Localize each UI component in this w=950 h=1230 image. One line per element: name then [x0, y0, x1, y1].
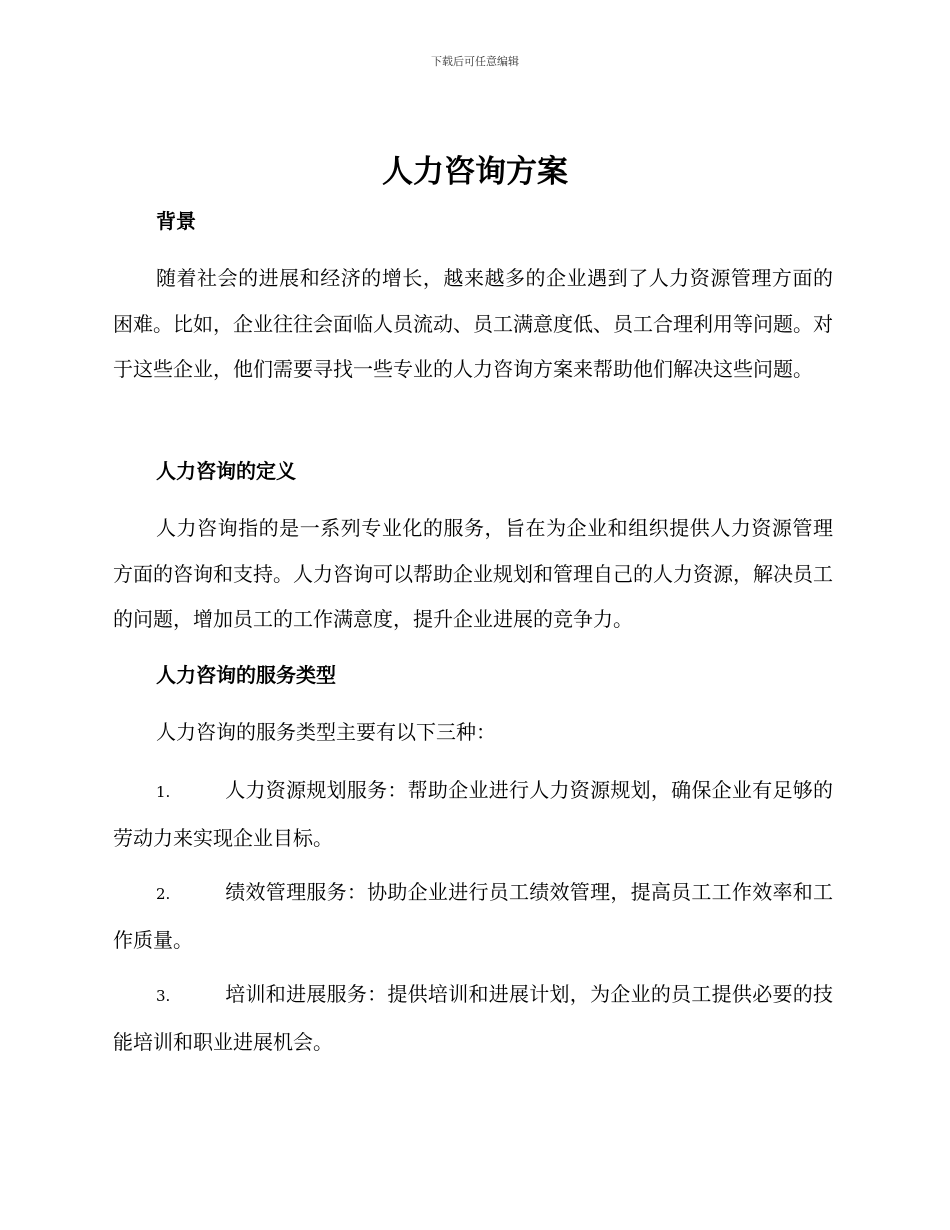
page-header-note: 下载后可任意编辑 [431, 55, 519, 68]
list-item [113, 768, 833, 861]
list-item-text: 培训和进展服务：提供培训和进展计划，为企业的员工提供必要的技能培训和职业进展机会。 [113, 982, 833, 1054]
list-item-number: 3. [156, 987, 171, 1005]
document-title: 人力咨询方案 [382, 154, 568, 190]
background-paragraph: 随着社会的进展和经济的增长，越来越多的企业遇到了人力资源管理方面的困难。比如，企业往往会面临人员流动、员工满意度低、员工合理利用等问题。对于这些企业，他们需要寻找一些专业的人力咨询方案来帮助他们解决这些问题。 [113, 266, 833, 381]
definition-paragraph: 人力咨询指的是一系列专业化的服务，旨在为企业和组织提供人力资源管理方面的咨询和支持。人力咨询可以帮助企业规划和管理自己的人力资源，解决员工的问题，增加员工的工作满意度，提升企业进展的竞争力。 [113, 516, 833, 631]
list-item [113, 972, 833, 1065]
list-item-text: 人力资源规划服务：帮助企业进行人力资源规划，确保企业有足够的劳动力来实现企业目标。 [113, 778, 833, 850]
service-types-intro: 人力咨询的服务类型主要有以下三种： [156, 720, 496, 744]
list-item-number: 2. [156, 885, 171, 903]
section-heading-service-types: 人力咨询的服务类型 [156, 663, 336, 687]
list-item [113, 870, 833, 963]
list-item-number: 1. [156, 783, 171, 801]
section-heading-definition: 人力咨询的定义 [156, 459, 296, 483]
section-heading-background: 背景 [156, 209, 196, 233]
list-item-text: 绩效管理服务：协助企业进行员工绩效管理，提高员工工作效率和工作质量。 [113, 880, 833, 952]
